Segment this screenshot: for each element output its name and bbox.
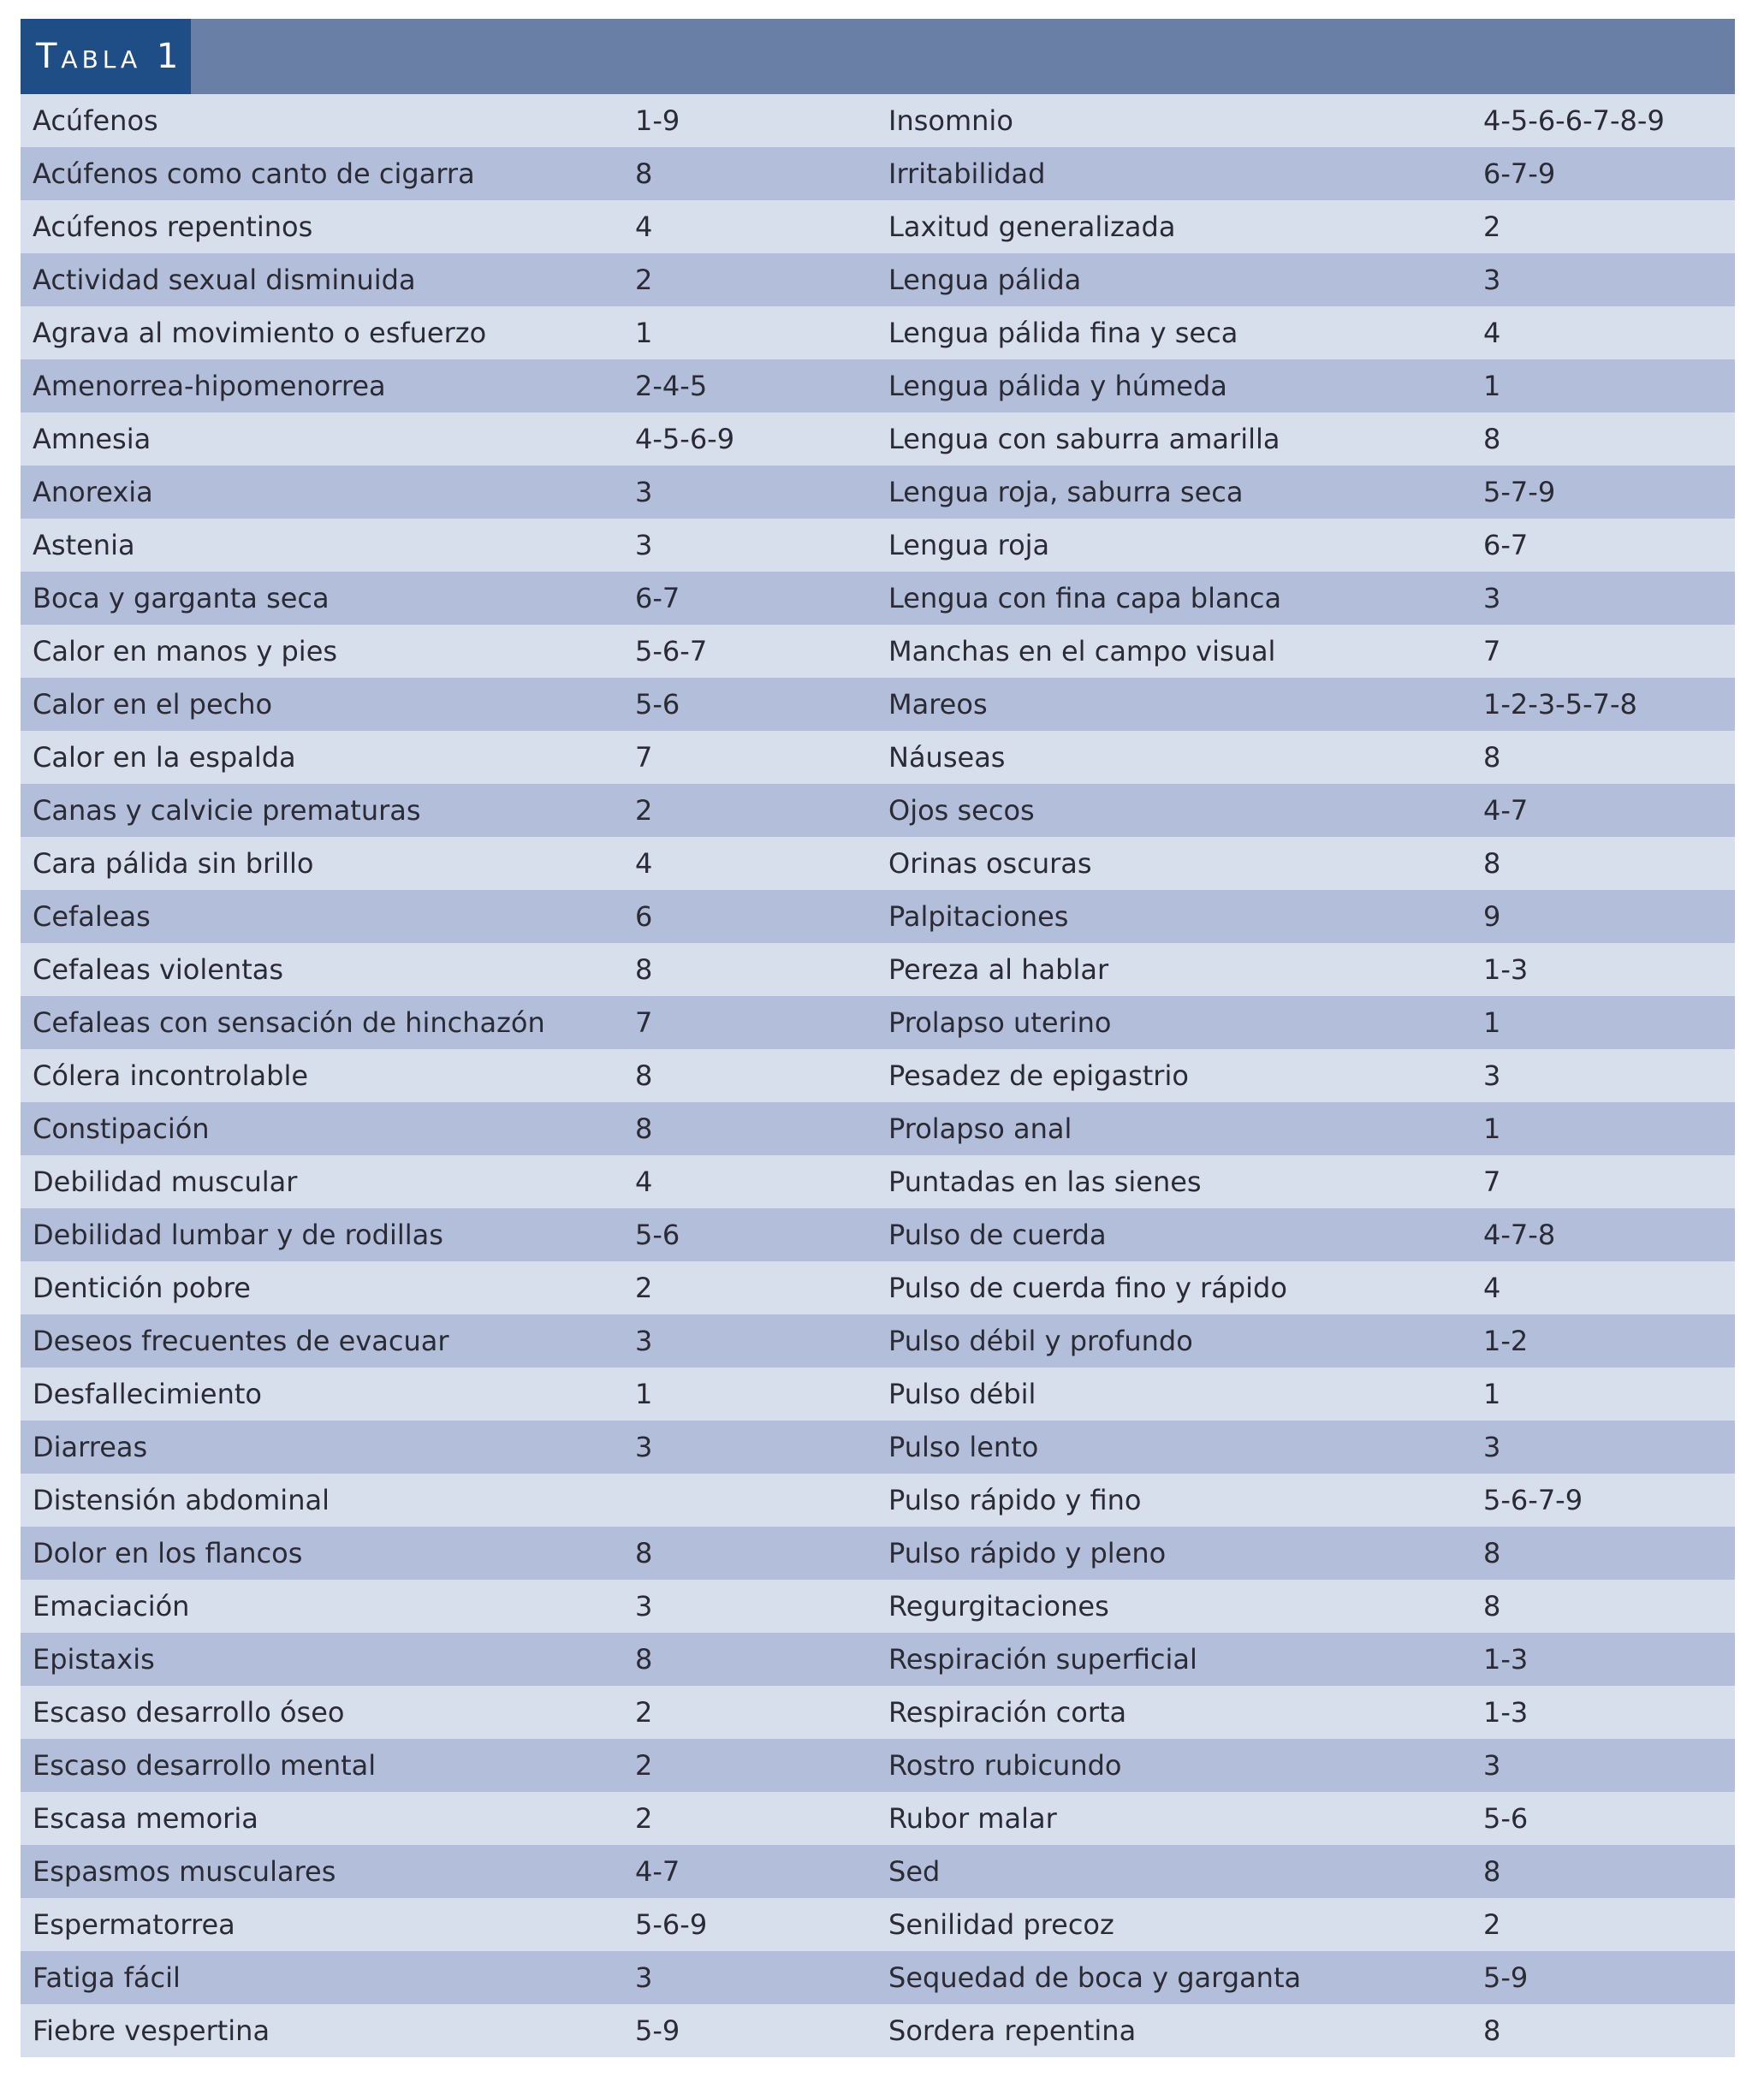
right-code-cell: 1 [1483,1112,1501,1145]
left-code-cell: 5-6-7 [635,635,708,667]
table-row [21,837,1735,890]
left-code-cell: 8 [635,1059,653,1092]
right-term-cell: Sequedad de boca y garganta [888,1961,1302,1994]
table-title: Tabla 1 [21,19,191,94]
table-row [21,519,1735,572]
table-row [21,1261,1735,1314]
table-row [21,572,1735,625]
right-term-cell: Pulso débil y profundo [888,1325,1193,1357]
left-term-cell: Calor en la espalda [33,741,296,774]
left-code-cell: 5-9 [635,2014,680,2047]
left-code-cell: 5-6 [635,688,680,721]
table-row [21,200,1735,253]
table-row [21,1049,1735,1102]
table-row [21,1739,1735,1792]
left-term-cell: Escaso desarrollo mental [33,1749,377,1782]
table-row [21,359,1735,412]
right-code-cell: 1 [1483,370,1501,402]
left-term-cell: Cefaleas [33,900,151,933]
left-code-cell: 4 [635,847,653,880]
table-row [21,94,1735,147]
left-term-cell: Fiebre vespertina [33,2014,270,2047]
right-term-cell: Pulso de cuerda [888,1219,1107,1251]
table-row [21,1633,1735,1686]
table-row [21,1792,1735,1845]
table-header-bar [21,19,1735,94]
right-term-cell: Manchas en el campo visual [888,635,1276,667]
left-code-cell: 2 [635,1696,653,1729]
table-row [21,943,1735,996]
right-code-cell: 6-7 [1483,529,1529,561]
right-code-cell: 8 [1483,847,1501,880]
right-code-cell: 4 [1483,317,1501,349]
right-term-cell: Respiración corta [888,1696,1127,1729]
left-code-cell: 3 [635,476,653,508]
right-term-cell: Sordera repentina [888,2014,1137,2047]
right-term-cell: Lengua con fina capa blanca [888,582,1282,614]
left-code-cell: 6 [635,900,653,933]
right-code-cell: 2 [1483,1908,1501,1941]
left-code-cell: 4-5-6-9 [635,423,735,455]
left-code-cell: 4 [635,1166,653,1198]
right-term-cell: Lengua pálida fina y seca [888,317,1238,349]
left-term-cell: Cefaleas violentas [33,953,284,986]
table-row [21,2004,1735,2057]
table-row [21,996,1735,1049]
right-term-cell: Pesadez de epigastrio [888,1059,1189,1092]
table-row [21,466,1735,519]
right-code-cell: 8 [1483,2014,1501,2047]
right-code-cell: 1-2-3-5-7-8 [1483,688,1637,721]
left-term-cell: Fatiga fácil [33,1961,181,1994]
left-code-cell: 3 [635,1431,653,1463]
right-term-cell: Pulso rápido y pleno [888,1537,1167,1569]
right-term-cell: Náuseas [888,741,1006,774]
table-row [21,1155,1735,1208]
table-row [21,625,1735,678]
right-code-cell: 7 [1483,1166,1501,1198]
left-code-cell: 1 [635,1378,653,1410]
left-term-cell: Distensión abdominal [33,1484,330,1516]
right-code-cell: 6-7-9 [1483,157,1556,190]
left-code-cell: 1-9 [635,104,680,137]
right-code-cell: 5-6-7-9 [1483,1484,1583,1516]
left-term-cell: Emaciación [33,1590,190,1622]
right-code-cell: 4-5-6-6-7-8-9 [1483,104,1665,137]
right-code-cell: 1-3 [1483,1643,1529,1676]
left-code-cell: 7 [635,741,653,774]
left-code-cell: 2 [635,1272,653,1304]
table-row [21,1314,1735,1367]
right-term-cell: Lengua pálida y húmeda [888,370,1227,402]
left-term-cell: Amenorrea-hipomenorrea [33,370,386,402]
right-term-cell: Mareos [888,688,988,721]
right-code-cell: 8 [1483,423,1501,455]
right-term-cell: Laxitud generalizada [888,211,1176,243]
table-body [21,94,1735,2057]
left-code-cell: 5-6 [635,1219,680,1251]
right-term-cell: Pulso lento [888,1431,1039,1463]
left-term-cell: Debilidad lumbar y de rodillas [33,1219,443,1251]
left-term-cell: Acúfenos repentinos [33,211,313,243]
left-code-cell: 5-6-9 [635,1908,708,1941]
right-term-cell: Sed [888,1855,941,1888]
left-code-cell: 2 [635,1749,653,1782]
left-term-cell: Acúfenos como canto de cigarra [33,157,475,190]
right-term-cell: Pulso de cuerda fino y rápido [888,1272,1287,1304]
left-code-cell: 3 [635,1590,653,1622]
table-row [21,1845,1735,1898]
left-code-cell: 8 [635,1643,653,1676]
table-row [21,678,1735,731]
left-code-cell: 2 [635,1802,653,1835]
right-code-cell: 4-7-8 [1483,1219,1556,1251]
right-code-cell: 7 [1483,635,1501,667]
left-code-cell: 1 [635,317,653,349]
left-code-cell: 8 [635,1112,653,1145]
left-term-cell: Calor en el pecho [33,688,273,721]
left-term-cell: Calor en manos y pies [33,635,338,667]
table-row [21,1686,1735,1739]
right-code-cell: 8 [1483,741,1501,774]
right-term-cell: Insomnio [888,104,1013,137]
left-term-cell: Boca y garganta seca [33,582,330,614]
right-term-cell: Lengua con saburra amarilla [888,423,1280,455]
table-row [21,1208,1735,1261]
table-row [21,1421,1735,1474]
right-term-cell: Pulso débil [888,1378,1036,1410]
right-term-cell: Lengua pálida [888,264,1082,296]
left-term-cell: Cara pálida sin brillo [33,847,314,880]
left-term-cell: Espasmos musculares [33,1855,336,1888]
left-term-cell: Espermatorrea [33,1908,235,1941]
table-row [21,1580,1735,1633]
table-row [21,784,1735,837]
left-term-cell: Amnesia [33,423,151,455]
right-term-cell: Pulso rápido y fino [888,1484,1142,1516]
right-code-cell: 3 [1483,1059,1501,1092]
right-term-cell: Lengua roja [888,529,1050,561]
left-code-cell: 2 [635,794,653,827]
left-term-cell: Dentición pobre [33,1272,251,1304]
table-row [21,253,1735,306]
left-term-cell: Escasa memoria [33,1802,258,1835]
left-term-cell: Canas y calvicie prematuras [33,794,421,827]
right-term-cell: Pereza al hablar [888,953,1109,986]
table-row [21,1102,1735,1155]
right-code-cell: 1 [1483,1006,1501,1039]
symptom-table [21,19,1735,2057]
left-code-cell: 8 [635,1537,653,1569]
left-term-cell: Agrava al movimiento o esfuerzo [33,317,487,349]
table-row [21,731,1735,784]
right-term-cell: Senilidad precoz [888,1908,1114,1941]
right-term-cell: Respiración superficial [888,1643,1197,1676]
left-term-cell: Debilidad muscular [33,1166,298,1198]
left-code-cell: 8 [635,157,653,190]
right-code-cell: 3 [1483,582,1501,614]
right-code-cell: 1-3 [1483,1696,1529,1729]
left-term-cell: Deseos frecuentes de evacuar [33,1325,449,1357]
right-code-cell: 5-6 [1483,1802,1529,1835]
right-code-cell: 4-7 [1483,794,1529,827]
left-term-cell: Epistaxis [33,1643,155,1676]
left-code-cell: 4 [635,211,653,243]
right-code-cell: 8 [1483,1855,1501,1888]
left-code-cell: 3 [635,1961,653,1994]
left-code-cell: 2-4-5 [635,370,708,402]
left-term-cell: Astenia [33,529,135,561]
right-term-cell: Orinas oscuras [888,847,1092,880]
right-term-cell: Rubor malar [888,1802,1057,1835]
left-term-cell: Cólera incontrolable [33,1059,309,1092]
right-term-cell: Ojos secos [888,794,1035,827]
table-row [21,1898,1735,1951]
right-term-cell: Lengua roja, saburra seca [888,476,1244,508]
right-code-cell: 3 [1483,1749,1501,1782]
left-term-cell: Acúfenos [33,104,158,137]
left-code-cell: 2 [635,264,653,296]
left-term-cell: Diarreas [33,1431,148,1463]
left-code-cell: 3 [635,529,653,561]
right-term-cell: Regurgitaciones [888,1590,1109,1622]
right-code-cell: 1 [1483,1378,1501,1410]
table-row [21,1527,1735,1580]
right-code-cell: 8 [1483,1537,1501,1569]
right-code-cell: 8 [1483,1590,1501,1622]
left-code-cell: 3 [635,1325,653,1357]
right-code-cell: 2 [1483,211,1501,243]
left-code-cell: 6-7 [635,582,680,614]
right-code-cell: 9 [1483,900,1501,933]
right-term-cell: Prolapso anal [888,1112,1072,1145]
left-term-cell: Desfallecimiento [33,1378,262,1410]
left-term-cell: Actividad sexual disminuida [33,264,416,296]
right-term-cell: Palpitaciones [888,900,1069,933]
right-code-cell: 3 [1483,1431,1501,1463]
table-row [21,1367,1735,1421]
right-term-cell: Puntadas en las sienes [888,1166,1202,1198]
left-term-cell: Dolor en los flancos [33,1537,303,1569]
table-row [21,412,1735,466]
right-code-cell: 3 [1483,264,1501,296]
table-row [21,306,1735,359]
right-code-cell: 5-7-9 [1483,476,1556,508]
left-code-cell: 7 [635,1006,653,1039]
left-term-cell: Anorexia [33,476,153,508]
table-row [21,890,1735,943]
right-code-cell: 4 [1483,1272,1501,1304]
right-term-cell: Irritabilidad [888,157,1046,190]
left-term-cell: Escaso desarrollo óseo [33,1696,345,1729]
right-code-cell: 5-9 [1483,1961,1529,1994]
right-term-cell: Prolapso uterino [888,1006,1112,1039]
left-code-cell: 8 [635,953,653,986]
left-code-cell: 4-7 [635,1855,680,1888]
right-code-cell: 1-3 [1483,953,1529,986]
left-term-cell: Constipación [33,1112,210,1145]
right-code-cell: 1-2 [1483,1325,1529,1357]
table-row [21,1951,1735,2004]
table-row [21,1474,1735,1527]
left-term-cell: Cefaleas con sensación de hinchazón [33,1006,545,1039]
right-term-cell: Rostro rubicundo [888,1749,1122,1782]
table-row [21,147,1735,200]
